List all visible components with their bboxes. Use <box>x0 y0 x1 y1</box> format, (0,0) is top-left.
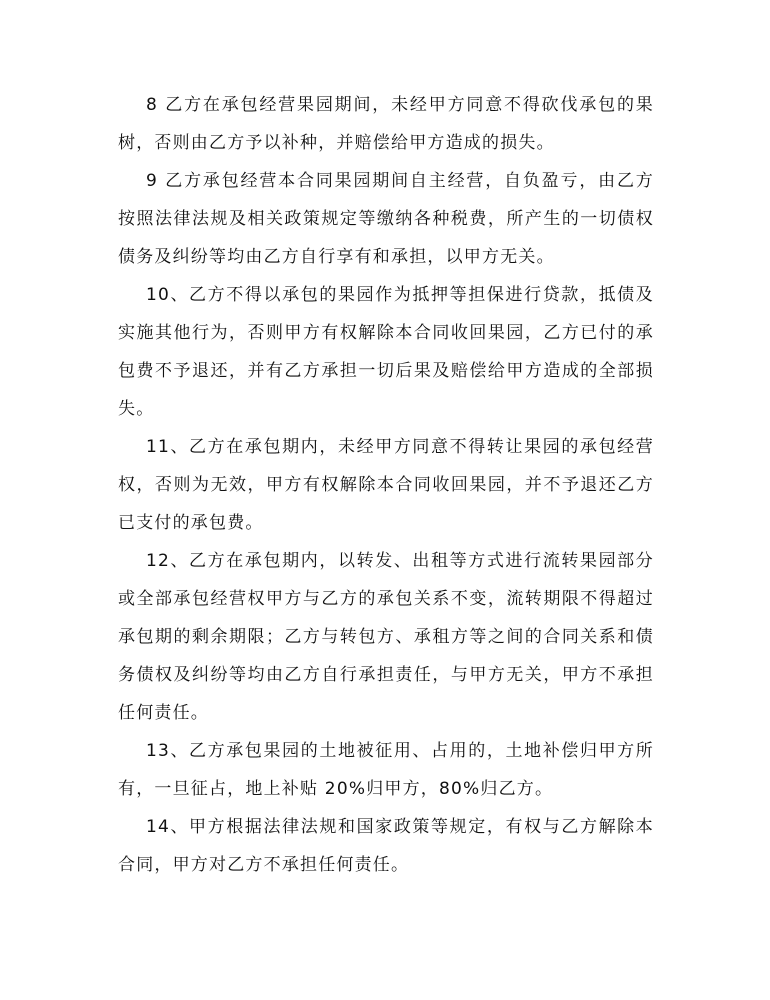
clause-10-paragraph: 10、乙方不得以承包的果园作为抵押等担保进行贷款，抵债及实施其他行为，否则甲方有权解除本合同收回果园，乙方已付的承包费不予退还，并有乙方承担一切后果及赔偿给甲方造成的全部损失。 <box>118 285 654 419</box>
document-body <box>118 86 654 884</box>
clause-11-paragraph: 11、乙方在承包期内，未经甲方同意不得转让果园的承包经营权，否则为无效，甲方有权解除本合同收回果园，并不予退还乙方已支付的承包费。 <box>118 437 654 533</box>
clause-12-paragraph: 12、乙方在承包期内，以转发、出租等方式进行流转果园部分或全部承包经营权甲方与乙方的承包关系不变，流转期限不得超过承包期的剩余期限；乙方与转包方、承租方等之间的合同关系和债务债权及纠纷等均由乙方自行承担责任，与甲方无关，甲方不承担任何责任。 <box>118 551 654 723</box>
clause-8-paragraph: 8 乙方在承包经营果园期间，未经甲方同意不得砍伐承包的果树，否则由乙方予以补种，并赔偿给甲方造成的损失。 <box>118 95 654 153</box>
clause-13-paragraph: 13、乙方承包果园的土地被征用、占用的，土地补偿归甲方所有，一旦征占，地上补贴 20%归甲方，80%归乙方。 <box>118 741 654 799</box>
clause-14-paragraph: 14、甲方根据法律法规和国家政策等规定，有权与乙方解除本合同，甲方对乙方不承担任何责任。 <box>118 817 654 875</box>
clause-9-paragraph: 9 乙方承包经营本合同果园期间自主经营，自负盈亏，由乙方按照法律法规及相关政策规定等缴纳各种税费，所产生的一切债权债务及纠纷等均由乙方自行享有和承担，以甲方无关。 <box>118 171 654 267</box>
